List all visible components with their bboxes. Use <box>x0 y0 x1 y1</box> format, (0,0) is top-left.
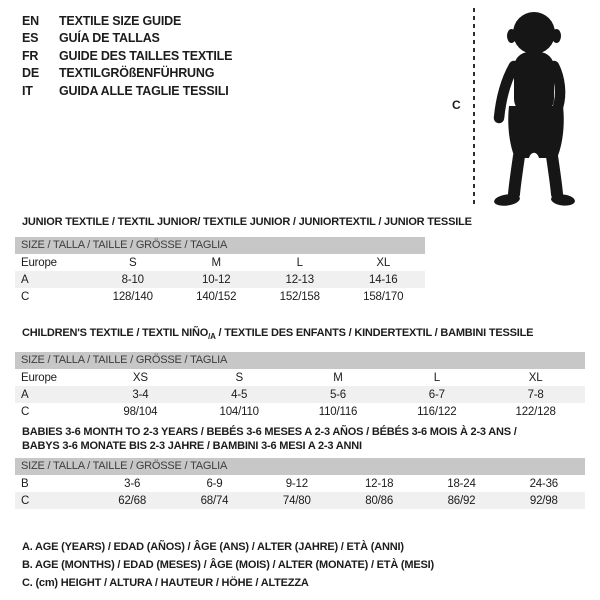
table-cell: 8-10 <box>121 273 144 286</box>
table-row-europe <box>15 369 585 386</box>
language-row-es <box>22 30 232 48</box>
table-cell: 86/92 <box>447 494 476 507</box>
language-code: EN <box>22 13 39 28</box>
table-cell: M <box>211 256 221 269</box>
table-row-height <box>15 288 425 305</box>
row-label: Europe <box>21 256 57 269</box>
language-label: GUIDE DES TAILLES TEXTILE <box>59 48 233 63</box>
table-row-age <box>15 271 425 288</box>
junior-table-title: JUNIOR TEXTILE / TEXTIL JUNIOR/ TEXTILE JUNIOR / JUNIORTEXTIL / JUNIOR TESSILE <box>22 216 472 228</box>
baby-silhouette-icon <box>486 8 590 208</box>
language-code: IT <box>22 83 33 98</box>
table-cell: 158/170 <box>363 290 404 303</box>
table-cell: 116/122 <box>417 405 457 418</box>
children-table-title <box>15 326 585 344</box>
note-age-months: B. AGE (MONTHS) / EDAD (MESES) / ÂGE (MOIS) / ALTER (MONATE) / ETÀ (MESI) <box>22 559 434 571</box>
language-label: GUÍA DE TALLAS <box>59 31 160 46</box>
table-cell: 10-12 <box>202 273 231 286</box>
table-cell: 122/128 <box>515 405 556 418</box>
height-measure-dashed-line <box>473 8 475 205</box>
language-row-fr <box>22 47 232 65</box>
table-cell: S <box>235 371 243 384</box>
title-subscript: /A <box>208 332 216 342</box>
size-header-bar: SIZE / TALLA / TAILLE / GRÖSSE / TAGLIA <box>15 237 425 254</box>
table-cell: 12-18 <box>364 477 394 490</box>
language-code: DE <box>22 66 39 81</box>
note-height-cm: C. (cm) HEIGHT / ALTURA / HAUTEUR / HÖHE / ALTEZZA <box>22 577 309 589</box>
size-header-bar: SIZE / TALLA / TAILLE / GRÖSSE / TAGLIA <box>15 352 585 369</box>
junior-table-section <box>15 215 472 305</box>
table-cell: 5-6 <box>329 388 346 401</box>
title-text: CHILDREN'S TEXTILE / TEXTIL NIÑO <box>22 327 209 339</box>
table-row-height <box>15 403 585 420</box>
table-cell: 4-5 <box>231 388 248 401</box>
table-cell: 128/140 <box>112 290 153 303</box>
table-cell: 14-16 <box>369 273 398 286</box>
title-text: / TEXTILE DES ENFANTS / KINDERTEXTIL / BAMBINI TESSILE <box>215 327 534 339</box>
table-cell: 110/116 <box>318 405 358 418</box>
children-table-section <box>15 326 585 420</box>
table-cell: 80/86 <box>365 494 394 507</box>
table-cell: 92/98 <box>529 494 558 507</box>
table-cell: 104/110 <box>219 405 259 418</box>
row-label: C <box>21 405 30 418</box>
table-cell: 9-12 <box>285 477 308 490</box>
table-row-europe <box>15 254 425 271</box>
table-cell: 24-36 <box>529 477 559 490</box>
row-label: C <box>21 290 30 303</box>
legend-notes <box>22 538 434 592</box>
row-label: B <box>21 477 29 490</box>
language-label: TEXTILE SIZE GUIDE <box>59 13 182 28</box>
row-label: A <box>21 273 29 286</box>
table-cell: 6-7 <box>428 388 445 401</box>
table-cell: L <box>433 371 440 384</box>
table-cell: 140/152 <box>196 290 237 303</box>
table-cell: L <box>296 256 303 269</box>
table-row-age <box>15 386 585 403</box>
table-cell: 3-6 <box>124 477 141 490</box>
table-row-height <box>15 492 585 509</box>
table-cell: 6-9 <box>206 477 223 490</box>
note-age-years: A. AGE (YEARS) / EDAD (AÑOS) / ÂGE (ANS) / ALTER (JAHRE) / ETÀ (ANNI) <box>22 541 404 553</box>
table-cell: 98/104 <box>123 405 158 418</box>
table-cell: 18-24 <box>447 477 476 490</box>
babies-table-title-line2: BABYS 3-6 MONATE BIS 2-3 JAHRE / BAMBINI 3-6 MESI A 2-3 ANNI <box>22 440 362 452</box>
language-row-it <box>22 82 232 100</box>
row-label: A <box>21 388 29 401</box>
row-label: Europe <box>21 371 57 384</box>
row-label: C <box>21 494 30 507</box>
height-measure-label: C <box>452 98 461 112</box>
table-cell: 12-13 <box>285 273 314 286</box>
table-cell: 3-4 <box>132 388 149 401</box>
table-cell: XS <box>132 371 148 384</box>
language-code: FR <box>22 48 39 63</box>
language-list <box>22 12 232 100</box>
table-row-age-months <box>15 475 585 492</box>
babies-table-title-line1: BABIES 3-6 MONTH TO 2-3 YEARS / BEBÉS 3-6 MESES A 2-3 AÑOS / BÉBÉS 3-6 MOIS À 2-3 ANS / <box>22 426 517 438</box>
table-cell: 68/74 <box>200 494 229 507</box>
table-cell: 152/158 <box>279 290 320 303</box>
language-label: TEXTILGRÖßENFÜHRUNG <box>59 66 215 81</box>
language-row-de <box>22 65 232 83</box>
language-label: GUIDA ALLE TAGLIE TESSILI <box>59 83 229 98</box>
babies-table-section <box>15 425 585 509</box>
table-cell: XL <box>376 256 391 269</box>
size-header-bar: SIZE / TALLA / TAILLE / GRÖSSE / TAGLIA <box>15 458 585 475</box>
table-cell: S <box>129 256 137 269</box>
language-code: ES <box>22 31 39 46</box>
table-cell: M <box>333 371 343 384</box>
table-cell: 74/80 <box>282 494 311 507</box>
table-cell: XL <box>528 371 543 384</box>
table-cell: 7-8 <box>527 388 544 401</box>
table-cell: 62/68 <box>118 494 147 507</box>
language-row-en <box>22 12 232 30</box>
